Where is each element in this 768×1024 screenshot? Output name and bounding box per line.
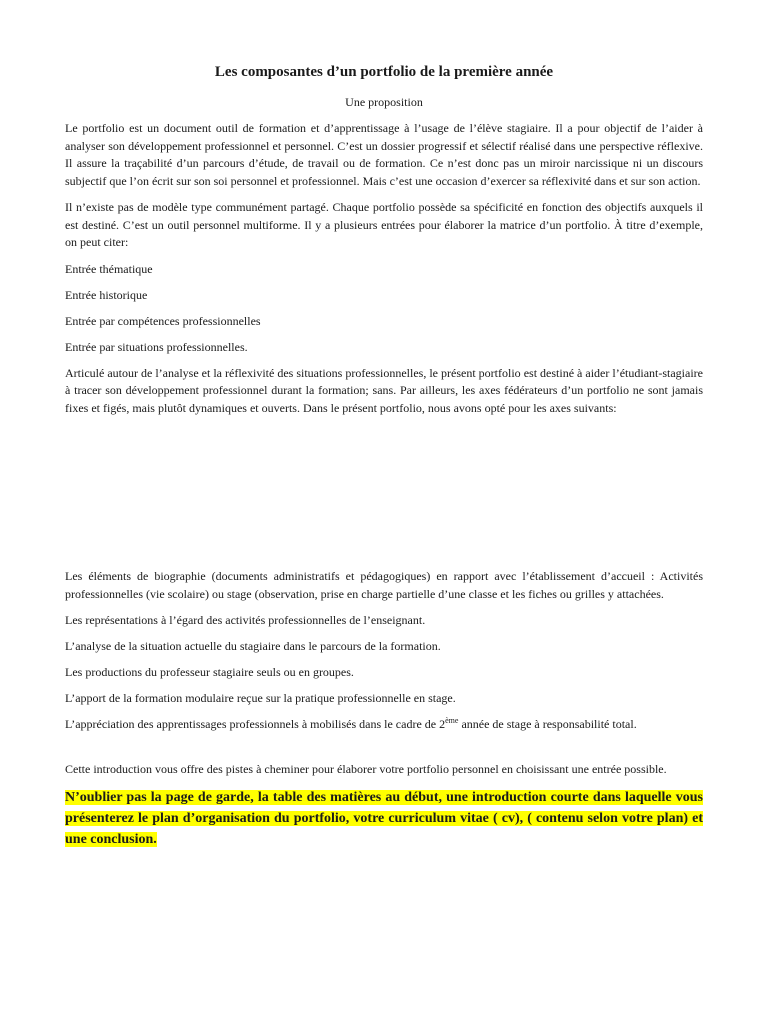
axis-item: L’analyse de la situation actuelle du stagiaire dans le parcours de la formation. [65, 639, 441, 653]
axis-text-before: L’appréciation des apprentissages professionnels à mobilisés dans le cadre de 2 [65, 717, 446, 731]
blank-space [65, 426, 703, 568]
ordinal-superscript: ème [445, 716, 459, 725]
page-title: Les composantes d’un portfolio de la première année [214, 64, 554, 80]
document-page [65, 62, 703, 850]
highlighted-reminder [65, 787, 703, 850]
axis-item: L’apport de la formation modulaire reçue sur la pratique professionnelle en stage. [65, 691, 456, 705]
entry-item: Entrée par compétences professionnelles [65, 313, 261, 328]
axis-item-last [65, 716, 703, 734]
axes-intro-paragraph: Articulé autour de l’analyse et la réflexivité des situations professionnelles, le présent portfolio est destiné à aider l’étudiant-stagiaire à tracer son développement professionnel durant la formation; sans. Par ailleurs, les axes fédérateurs d’un portfolio ne sont jamais fixes et figés, mais plutôt dynamiques et ouverts. Dans le présent portfolio, nous avons opté pour les axes suivants: [65, 365, 703, 415]
model-paragraph: Il n’existe pas de modèle type communément partagé. Chaque portfolio possède sa spécificité en fonction des objectifs auxquels il est destiné. C’est un outil personnel multiforme. Il y a plusieurs entrées pour élaborer la matrice d’un portfolio. À titre d’exemple, on peut citer: [65, 200, 703, 249]
highlighted-text: N’oublier pas la page de garde, la table des matières au début, une introduction courte dans laquelle vous présenterez le plan d’organisation du portfolio, votre curriculum vitae ( cv), ( contenu selon votre plan) et une conclusion. [65, 790, 703, 847]
axis-text-after: année de stage à responsabilité total. [458, 717, 637, 731]
blank-space [65, 743, 703, 761]
entry-item: Entrée thématique [65, 261, 153, 276]
page-subtitle: Une proposition [345, 95, 423, 109]
axis-item: Les représentations à l’égard des activités professionnelles de l’enseignant. [65, 613, 426, 627]
entry-item: Entrée par situations professionnelles. [65, 339, 248, 354]
axis-item: Les productions du professeur stagiaire seuls ou en groupes. [65, 665, 354, 679]
entry-item: Entrée historique [65, 287, 148, 302]
intro-paragraph: Le portfolio est un document outil de formation et d’apprentissage à l’usage de l’élève stagiaire. Il a pour objectif de l’aider à analyser son développement professionnel et personnel. C’est un dossier progressif et sélectif réalisé dans une perspective réflexive. Il assure la traçabilité d’un parcours d’étude, de travail ou de formation. Ce n’est donc pas un miroir narcissique ni un discours subjectif que l’on écrit sur son soi personnel et professionnel. Mais c’est une occasion d’exercer sa réflexivité dans et sur son action. [65, 121, 703, 188]
conclusion-paragraph: Cette introduction vous offre des pistes à cheminer pour élaborer votre portfolio personnel en choisissant une entrée possible. [65, 761, 667, 776]
axis-item: Les éléments de biographie (documents administratifs et pédagogiques) en rapport avec l’établissement d’accueil : Activités professionnelles (vie scolaire) ou stage (observation, prise en charge partielle d’une classe et les fiches ou grilles y attachées. [65, 569, 703, 601]
